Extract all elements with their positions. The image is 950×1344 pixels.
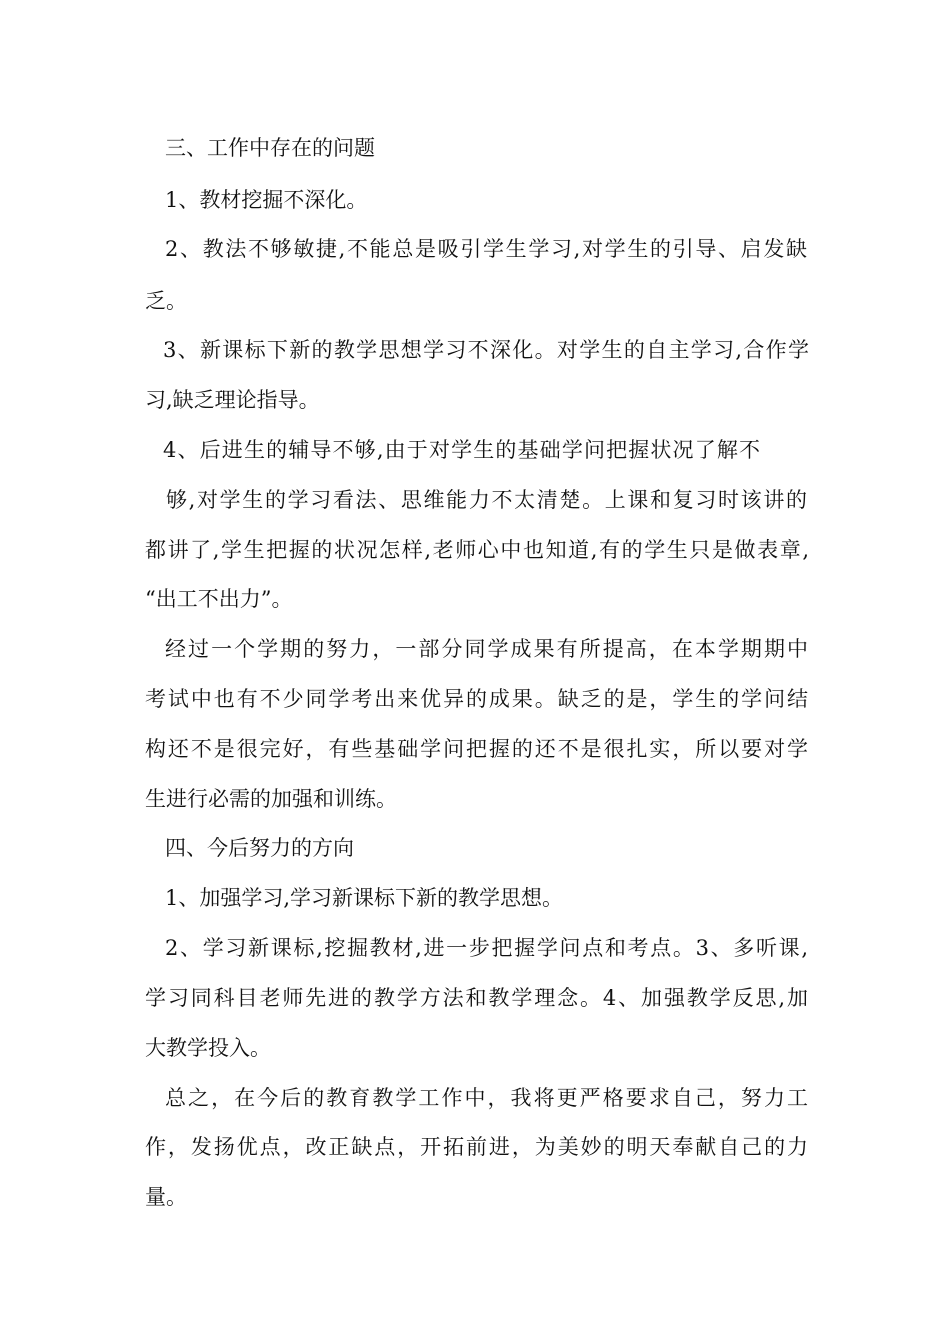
- problem-item-4-line-1: 4、后进生的辅导不够,由于对学生的基础学问把握状况了解不: [163, 438, 760, 462]
- problem-item-4-line-2: 够,对学生的学习看法、思维能力不太清楚。上课和复习时该讲的: [166, 488, 807, 512]
- problem-item-3-line-1: 3、新课标下新的教学思想学习不深化。对学生的自主学习,合作学: [163, 338, 809, 362]
- summary-para-line-3: 构还不是很完好，有些基础学问把握的还不是很扎实，所以要对学: [145, 737, 808, 761]
- summary-para-line-1: 经过一个学期的努力，一部分同学成果有所提高，在本学期期中: [165, 637, 808, 661]
- problem-item-2-line-2: 乏。: [145, 289, 187, 313]
- problem-item-4-line-4: “出工不出力”。: [145, 587, 293, 611]
- conclusion-line-2: 作，发扬优点，改正缺点，开拓前进，为美妙的明天奉献自己的力: [145, 1135, 808, 1159]
- direction-items-line-1: 2、学习新课标,挖掘教材,进一步把握学问点和考点。3、多听课,: [165, 936, 808, 960]
- problem-item-2-line-1: 2、教法不够敏捷,不能总是吸引学生学习,对学生的引导、启发缺: [165, 237, 807, 261]
- section-heading-problems: 三、工作中存在的问题: [165, 136, 375, 160]
- summary-para-line-2: 考试中也有不少同学考出来优异的成果。缺乏的是，学生的学问结: [145, 687, 808, 711]
- conclusion-line-1: 总之，在今后的教育教学工作中，我将更严格要求自己，努力工: [165, 1086, 808, 1110]
- section-heading-directions: 四、今后努力的方向: [165, 836, 354, 860]
- problem-item-4-line-3: 都讲了,学生把握的状况怎样,老师心中也知道,有的学生只是做表章,: [145, 538, 809, 562]
- direction-items-line-3: 大教学投入。: [145, 1036, 271, 1060]
- direction-items-line-2: 学习同科目老师先进的教学方法和教学理念。4、加强教学反思,加: [145, 986, 808, 1010]
- direction-item-1: 1、加强学习,学习新课标下新的教学思想。: [165, 886, 564, 910]
- conclusion-line-3: 量。: [145, 1185, 187, 1209]
- problem-item-1: 1、教材挖掘不深化。: [165, 188, 368, 212]
- summary-para-line-4: 生进行必需的加强和训练。: [145, 787, 397, 811]
- problem-item-3-line-2: 习,缺乏理论指导。: [145, 388, 320, 412]
